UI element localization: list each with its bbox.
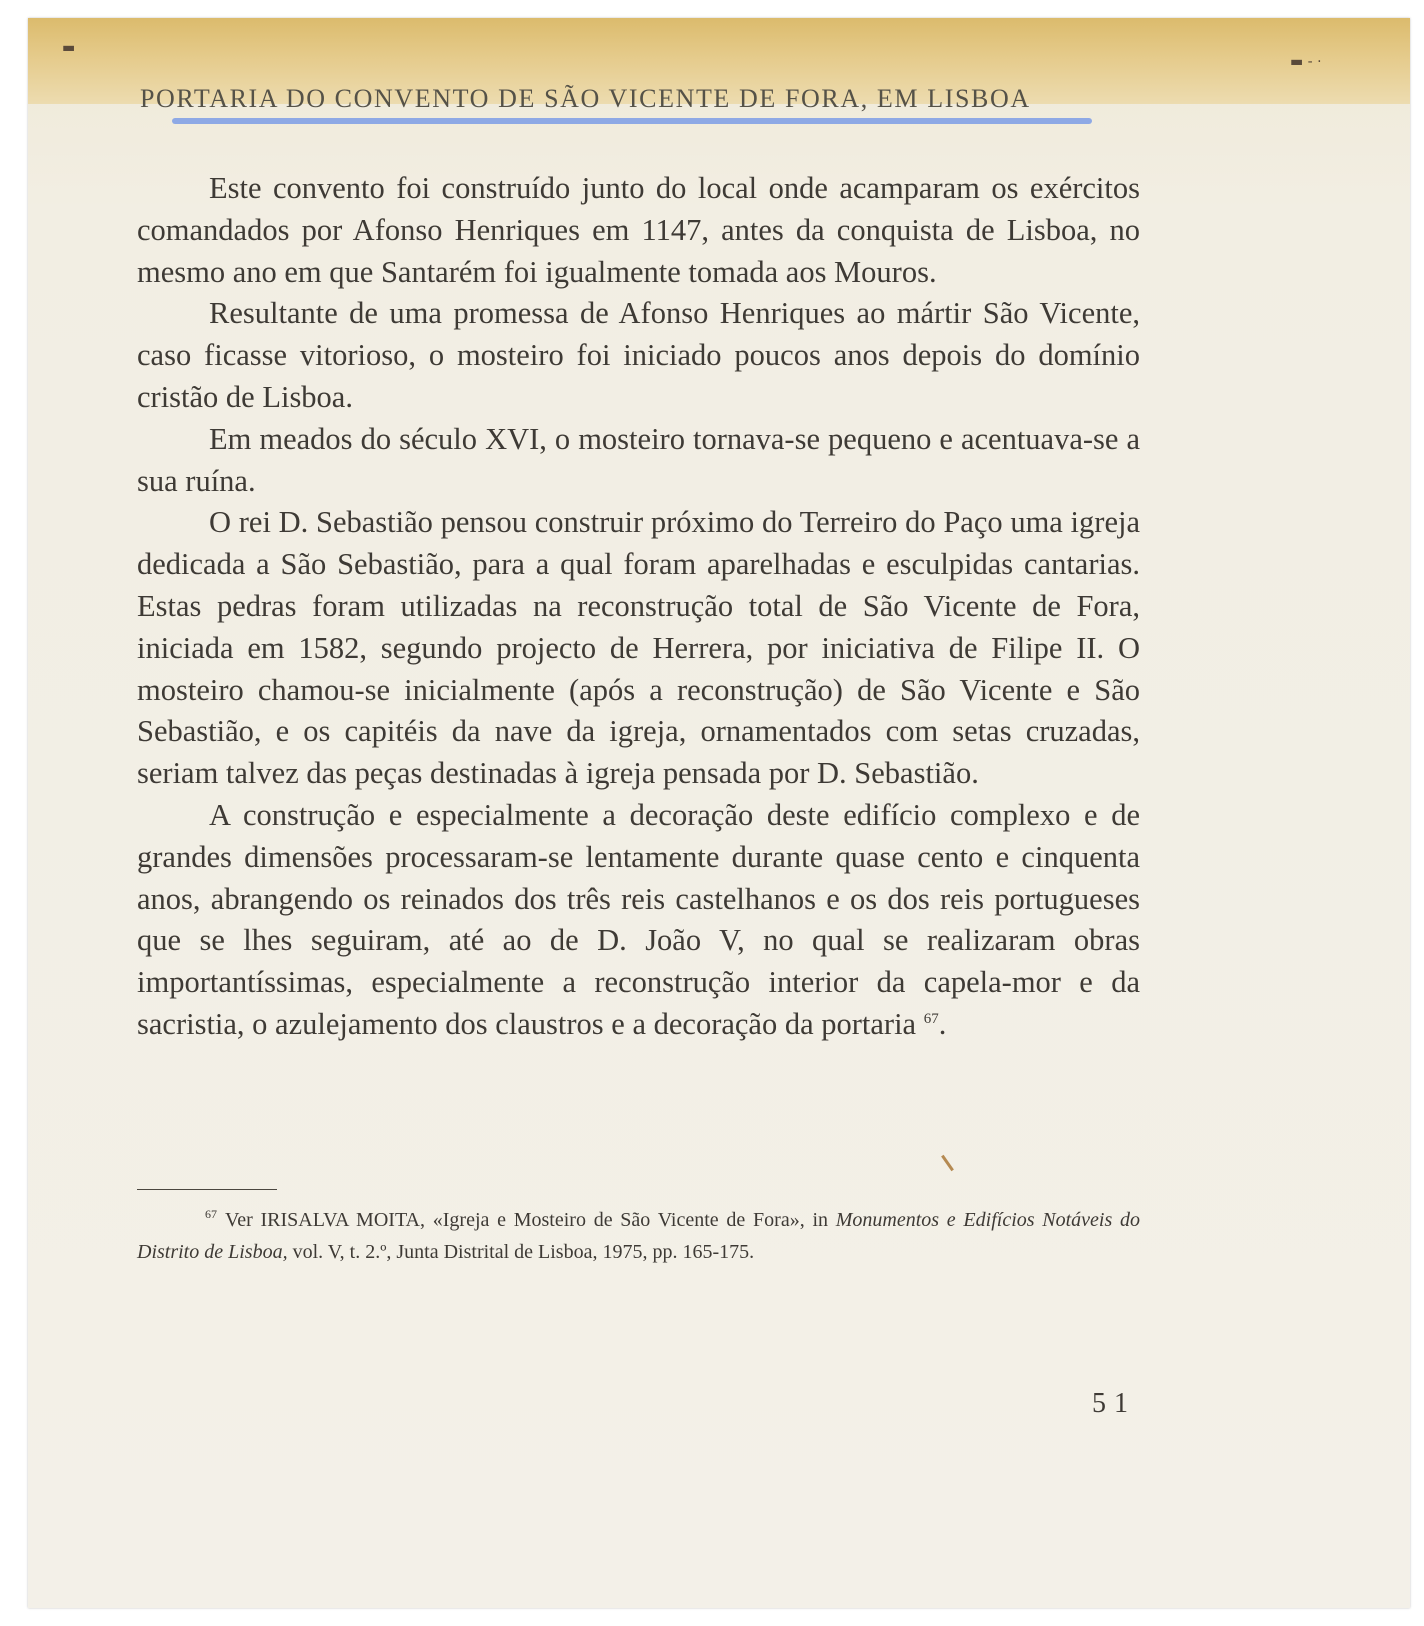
page-number: 51 xyxy=(1092,1388,1136,1419)
body-text xyxy=(137,168,1140,1046)
footnote-text-before: Ver IRISALVA MOITA, «Igreja e Mosteiro de São Vicente de Fora», in xyxy=(225,1209,836,1231)
paragraph-5-text: A construção e especialmente a decoração deste edifício complexo e de grandes dimensões processaram-se lentamente durante quase cento e cinquenta anos, abrangendo os reinados dos três reis castelhanos e os dos reis portugueses que se lhes seguiram, até ao de D. João V, no qual se realizaram obras importantíssimas, especialmente a reconstrução interior da capela-mor e da sacristia, o azulejamento dos claustros e a decoração da portaria xyxy=(137,797,1140,1041)
paragraph-1: Este convento foi construído junto do local onde acamparam os exércitos comandados por Afonso Henriques em 1147, antes da conquista de Lisboa, no mesmo ano em que Santarém foi igualmente tomada aos Mouros. xyxy=(137,171,1140,289)
running-header: PORTARIA DO CONVENTO DE SÃO VICENTE DE FORA, EM LISBOA xyxy=(140,84,1031,113)
footnote-reference: 67 xyxy=(923,1010,939,1027)
footnote xyxy=(137,1204,1140,1268)
tape-mark-left: ▬ xyxy=(62,40,76,56)
paragraph-4: O rei D. Sebastião pensou construir próximo do Terreiro do Paço uma igreja dedicada a São Sebastião, para a qual foram aparelhadas e esculpidas cantarias. Estas pedras foram utilizadas na reconstrução total de São Vicente de Fora, iniciada em 1582, segundo projecto de Herrera, por iniciativa de Filipe II. O mosteiro chamou-se inicialmente (após a reconstrução) de São Vicente e São Sebastião, e os capitéis da nave da igreja, ornamentados com setas cruzadas, seriam talvez das peças destinadas à igreja pensada por D. Sebastião. xyxy=(137,505,1140,791)
paragraph-3: Em meados do século XVI, o mosteiro tornava-se pequeno e acentuava-se a sua ruína. xyxy=(137,421,1140,498)
tape-mark-right: ▬ ‐ · xyxy=(1290,54,1322,70)
paragraph-5 xyxy=(137,795,1140,1046)
paragraph-2: Resultante de uma promessa de Afonso Henriques ao mártir São Vicente, caso ficasse vitorioso, o mosteiro foi iniciado poucos anos depois do domínio cristão de Lisboa. xyxy=(137,296,1140,414)
footnote-text-after: vol. V, t. 2.º, Junta Distrital de Lisboa, 1975, pp. 165-175. xyxy=(287,1241,755,1263)
footnote-number: 67 xyxy=(205,1207,217,1222)
highlight-underline xyxy=(172,118,1092,124)
paragraph-5-period: . xyxy=(938,1006,947,1041)
footnote-title: Monumentos e Edifícios Notáveis do Distrito de Lisboa, xyxy=(137,1209,1141,1263)
footnote-rule xyxy=(137,1189,277,1190)
